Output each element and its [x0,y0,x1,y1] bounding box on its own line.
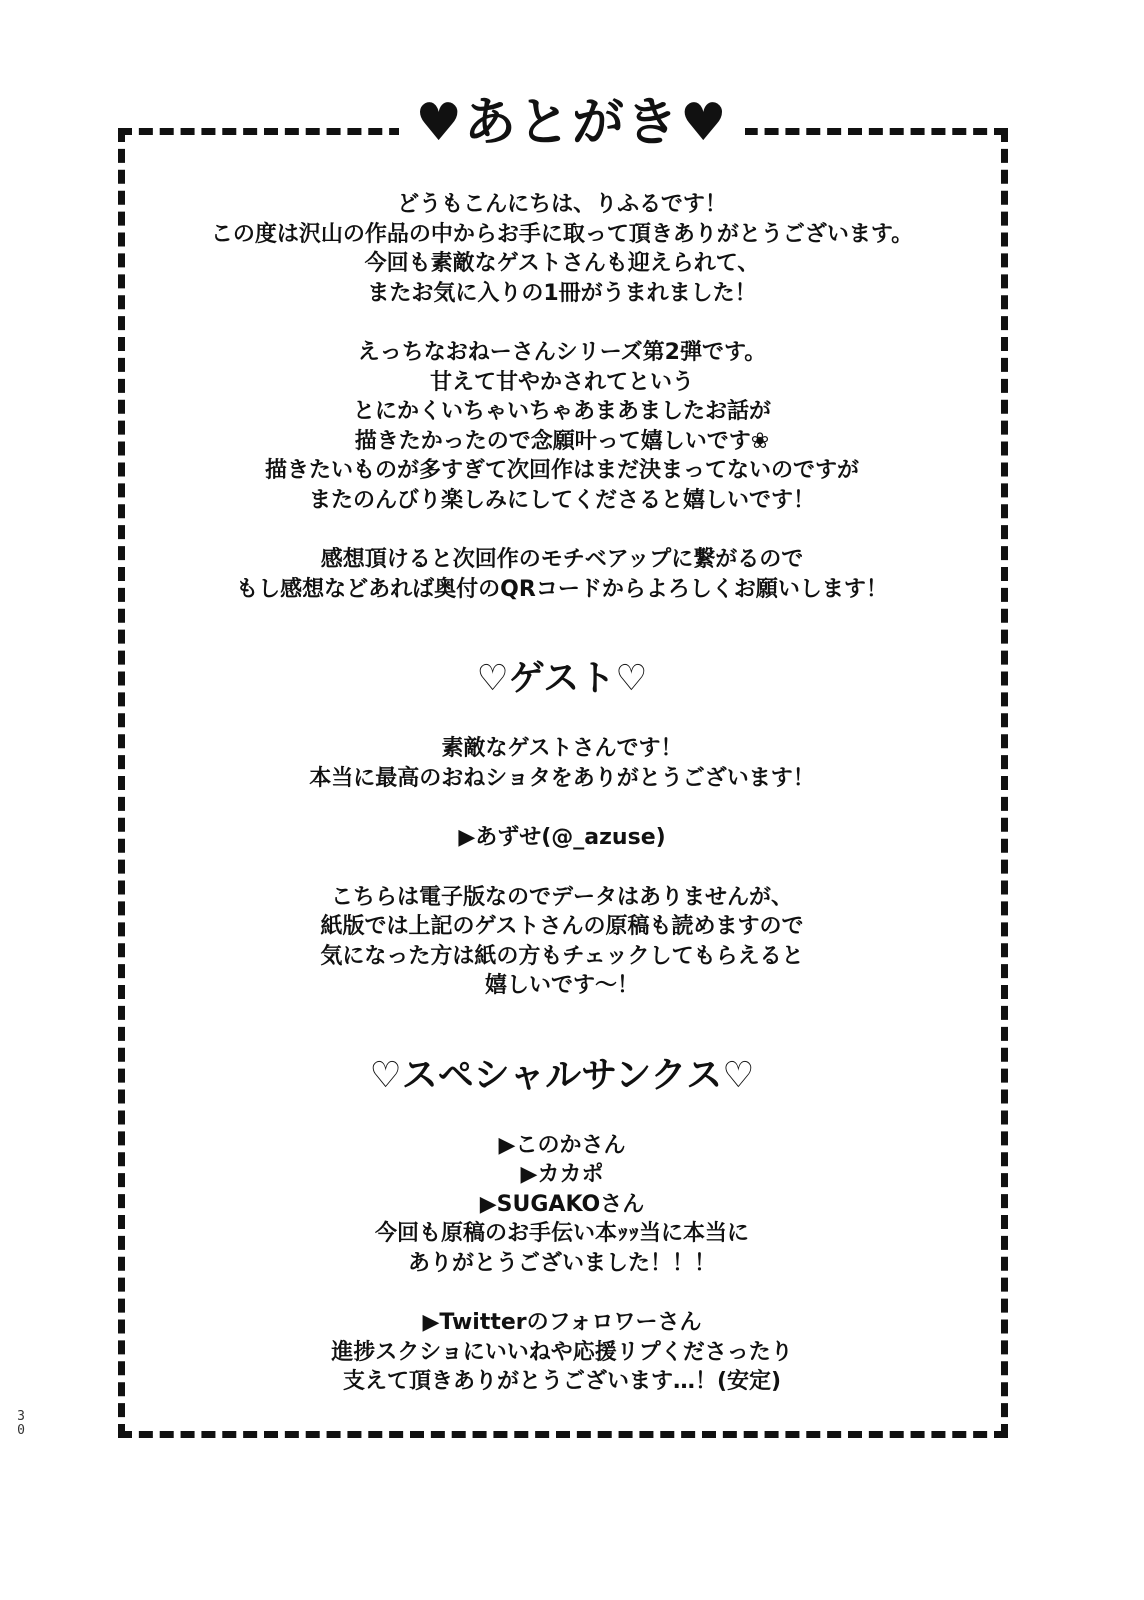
series-paragraph [130,338,994,515]
spacer [130,604,994,654]
guest-note-line: 紙版では上記のゲストさんの原稿も読めますので [320,914,804,939]
thanks-line: ありがとうございました！！！ [407,1250,716,1276]
followers-line: 支えて頂きありがとうございます…！(安定) [342,1369,782,1394]
page-number-digit: 3 [17,1409,25,1424]
series-line: えっちなおねーさんシリーズ第2弾です。 [357,340,767,365]
feedback-line: もし感想などあれば奥付のQRコードからよろしくお願いします！ [236,576,888,602]
thanks-line: ▶このかさん [498,1132,626,1158]
spacer [130,704,994,734]
guest-paragraph [130,734,994,793]
spacer [130,1101,994,1131]
followers-line: ▶Twitterのフォロワーさん [422,1310,702,1335]
thanks-line: 今回も原稿のお手伝い本ｯｯ当に本当に [374,1221,749,1246]
guest-line: 素敵なゲストさんです！ [441,736,683,761]
guest-name: ▶あずせ(@_azuse) [458,825,666,850]
afterword-content [130,190,994,1397]
spacer [130,515,994,545]
guest-note-line: 嬉しいです〜！ [484,973,639,998]
followers-line: 進捗スクショにいいねや応援リプくださったり [331,1339,793,1365]
intro-line: どうもこんにちは、りふるです！ [397,192,727,217]
series-line: とにかくいちゃいちゃあまあましたお話が [352,399,771,424]
thanks-line: ▶SUGAKOさん [479,1191,645,1217]
guest-note-line: 気になった方は紙の方もチェックしてもらえると [320,943,804,969]
spacer [130,793,994,823]
series-line: 甘えて甘やかされてという [429,369,694,395]
page-number-digit: 0 [17,1423,25,1438]
special-thanks-heading: ♡スペシャルサンクス♡ [369,1054,755,1096]
series-line: 描きたかったので念願叶って嬉しいです❀ [354,428,770,454]
thanks-paragraph [130,1131,994,1279]
followers-paragraph [130,1308,994,1397]
page-title: ♥あとがき♥ [399,88,744,158]
series-line: 描きたいものが多すぎて次回作はまだ決まってないのですが [264,458,859,483]
spacer [130,308,994,338]
guest-note-line: こちらは電子版なのでデータはありませんが、 [330,884,793,910]
feedback-paragraph [130,545,994,604]
intro-paragraph [130,190,994,308]
intro-line: この度は沢山の作品の中からお手に取って頂きありがとうございます。 [210,221,914,247]
guest-note-paragraph [130,883,994,1001]
feedback-line: 感想頂けると次回作のモチベアップに繋がるので [320,547,804,572]
intro-line: 今回も素敵なゲストさんも迎えられて、 [364,251,760,276]
guest-heading: ♡ゲスト♡ [476,658,648,699]
spacer [130,853,994,883]
spacer [130,1001,994,1051]
thanks-line: ▶カカポ [520,1162,604,1187]
page-number [14,1410,28,1438]
guest-name-paragraph [130,823,994,853]
title-wrap [0,88,1144,158]
spacer [130,1278,994,1308]
series-line: またのんびり楽しみにしてくださると嬉しいです！ [308,487,815,513]
intro-line: またお気に入りの1冊がうまれました！ [367,280,757,306]
guest-line: 本当に最高のおねショタをありがとうございます！ [309,765,815,791]
